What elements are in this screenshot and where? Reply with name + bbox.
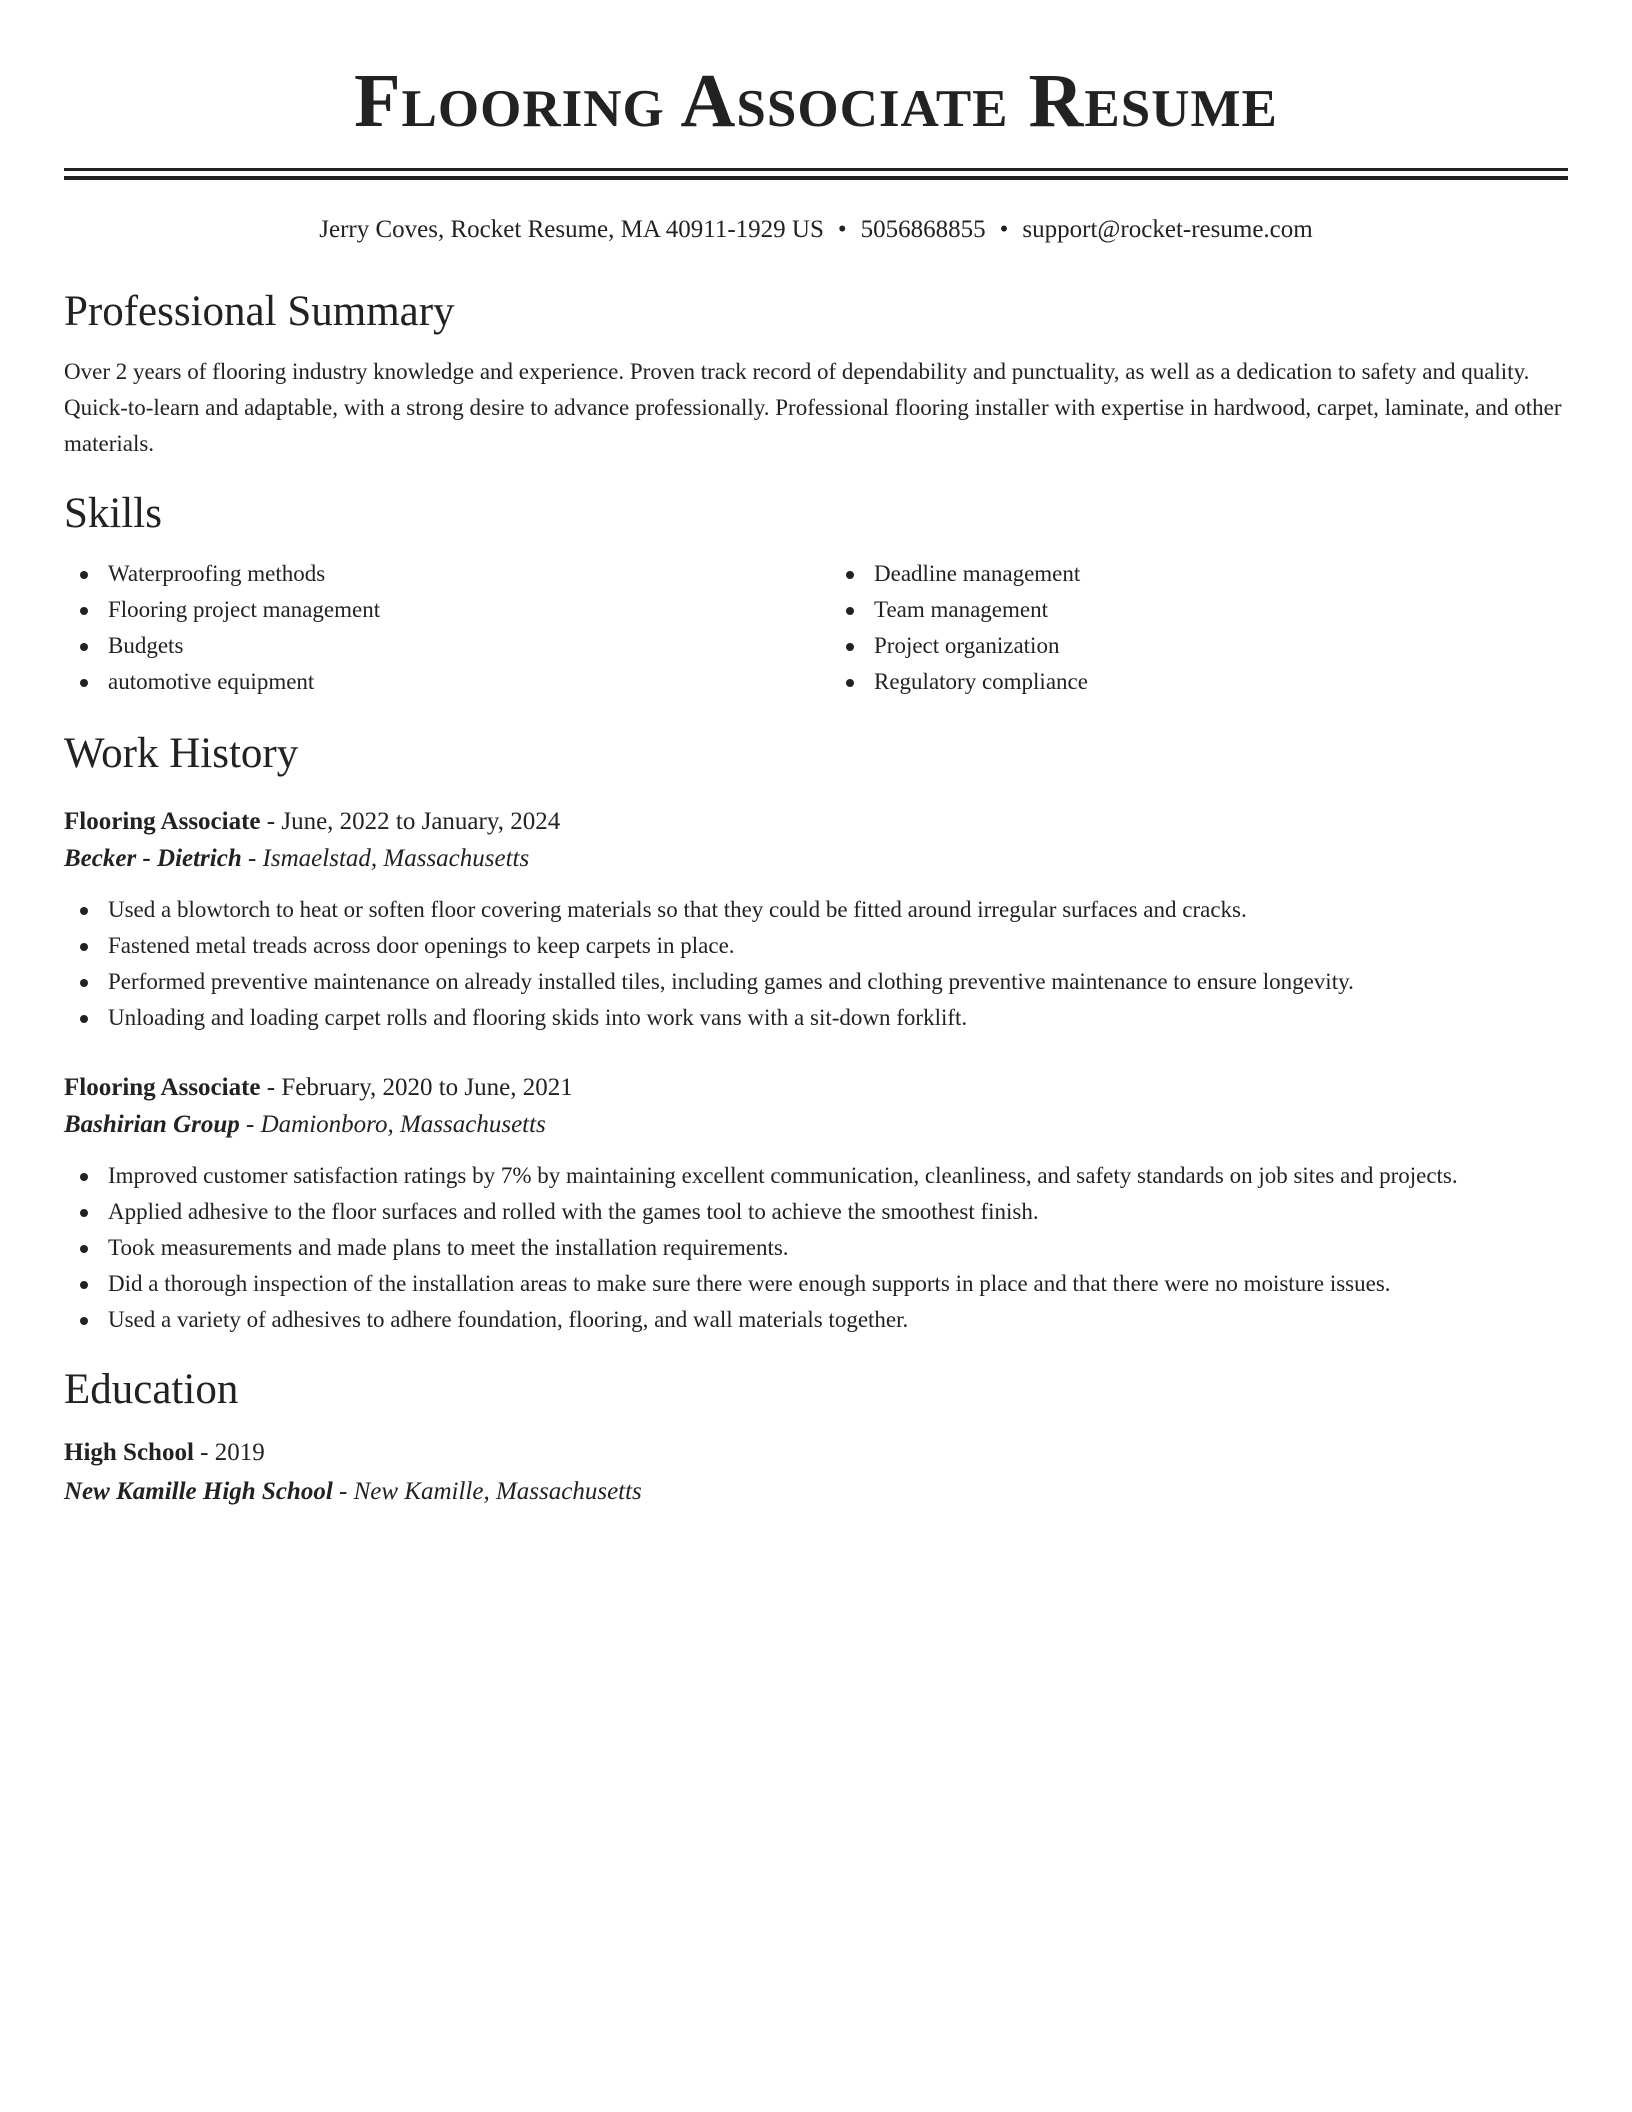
contact-separator: •: [837, 216, 847, 243]
job-bullets: [64, 892, 1568, 1036]
company-location: - Ismaelstad, Massachusetts: [241, 845, 530, 872]
summary-text: Over 2 years of flooring industry knowledge and experience. Proven track record of dependability and punctuality, as well as a dedication to safety and quality. Quick-to-learn and adaptable, with a strong desire to advance professionally. Professional flooring installer with expertise in hardwood, carpet, laminate, and other materials.: [64, 359, 1562, 456]
job-bullet: Used a variety of adhesives to adhere foundation, flooring, and wall materials together.: [64, 1302, 1568, 1338]
resume-title: Flooring Associate Resume: [354, 59, 1278, 143]
job-bullet: Fastened metal treads across door openings to keep carpets in place.: [64, 928, 1568, 964]
skill-item: Waterproofing methods: [64, 556, 816, 592]
skill-item: Team management: [830, 592, 1568, 628]
contact-email: support@rocket-resume.com: [1022, 216, 1313, 243]
education-year: - 2019: [193, 1439, 265, 1466]
contact-separator: •: [999, 216, 1009, 243]
skill-item: Project organization: [830, 628, 1568, 664]
contact-phone: 5056868855: [860, 216, 986, 243]
job-title-line: [64, 1070, 1568, 1106]
job-title: Flooring Associate: [64, 1074, 261, 1101]
title-divider: [64, 168, 1568, 180]
company-line: [64, 1106, 1568, 1144]
job-dates: - February, 2020 to June, 2021: [260, 1074, 573, 1101]
work-history-heading: Work History: [64, 730, 299, 777]
education-school-line: [64, 1472, 1568, 1512]
skill-item: Flooring project management: [64, 592, 816, 628]
job-bullet: Took measurements and made plans to meet the installation requirements.: [64, 1230, 1568, 1266]
education-degree-line: [64, 1434, 1568, 1472]
job-entry: [64, 1070, 1568, 1338]
education-heading: Education: [64, 1366, 239, 1413]
skill-item: Budgets: [64, 628, 816, 664]
company-name: Becker - Dietrich: [64, 845, 242, 872]
skills-list: [64, 556, 1568, 700]
contact-address: Jerry Coves, Rocket Resume, MA 40911-1929 US: [319, 216, 824, 243]
job-bullet: Used a blowtorch to heat or soften floor covering materials so that they could be fitted around irregular surfaces and cracks.: [64, 892, 1568, 928]
summary-heading: Professional Summary: [64, 288, 455, 335]
job-bullets: [64, 1158, 1568, 1338]
education-degree: High School: [64, 1439, 194, 1466]
job-title-line: [64, 804, 1568, 840]
job-bullet: Unloading and loading carpet rolls and flooring skids into work vans with a sit-down forklift.: [64, 1000, 1568, 1036]
job-bullet: Improved customer satisfaction ratings by 7% by maintaining excellent communication, cleanliness, and safety standards on job sites and projects.: [64, 1158, 1568, 1194]
company-location: - Damionboro, Massachusetts: [239, 1111, 546, 1138]
job-entry: [64, 804, 1568, 1036]
skills-column-left: [64, 556, 816, 700]
company-line: [64, 840, 1568, 878]
school-location: - New Kamille, Massachusetts: [332, 1478, 642, 1505]
skill-item: automotive equipment: [64, 664, 816, 700]
job-bullet: Performed preventive maintenance on already installed tiles, including games and clothing preventive maintenance to ensure longevity.: [64, 964, 1568, 1000]
skills-column-right: [816, 556, 1568, 700]
job-bullet: Did a thorough inspection of the installation areas to make sure there were enough supports in place and that there were no moisture issues.: [64, 1266, 1568, 1302]
job-title: Flooring Associate: [64, 808, 261, 835]
skill-item: Deadline management: [830, 556, 1568, 592]
contact-line: [64, 214, 1568, 246]
job-dates: - June, 2022 to January, 2024: [260, 808, 561, 835]
job-bullet: Applied adhesive to the floor surfaces and rolled with the games tool to achieve the smoothest finish.: [64, 1194, 1568, 1230]
school-name: New Kamille High School: [64, 1478, 333, 1505]
company-name: Bashirian Group: [64, 1111, 240, 1138]
skills-heading: Skills: [64, 490, 162, 537]
skill-item: Regulatory compliance: [830, 664, 1568, 700]
